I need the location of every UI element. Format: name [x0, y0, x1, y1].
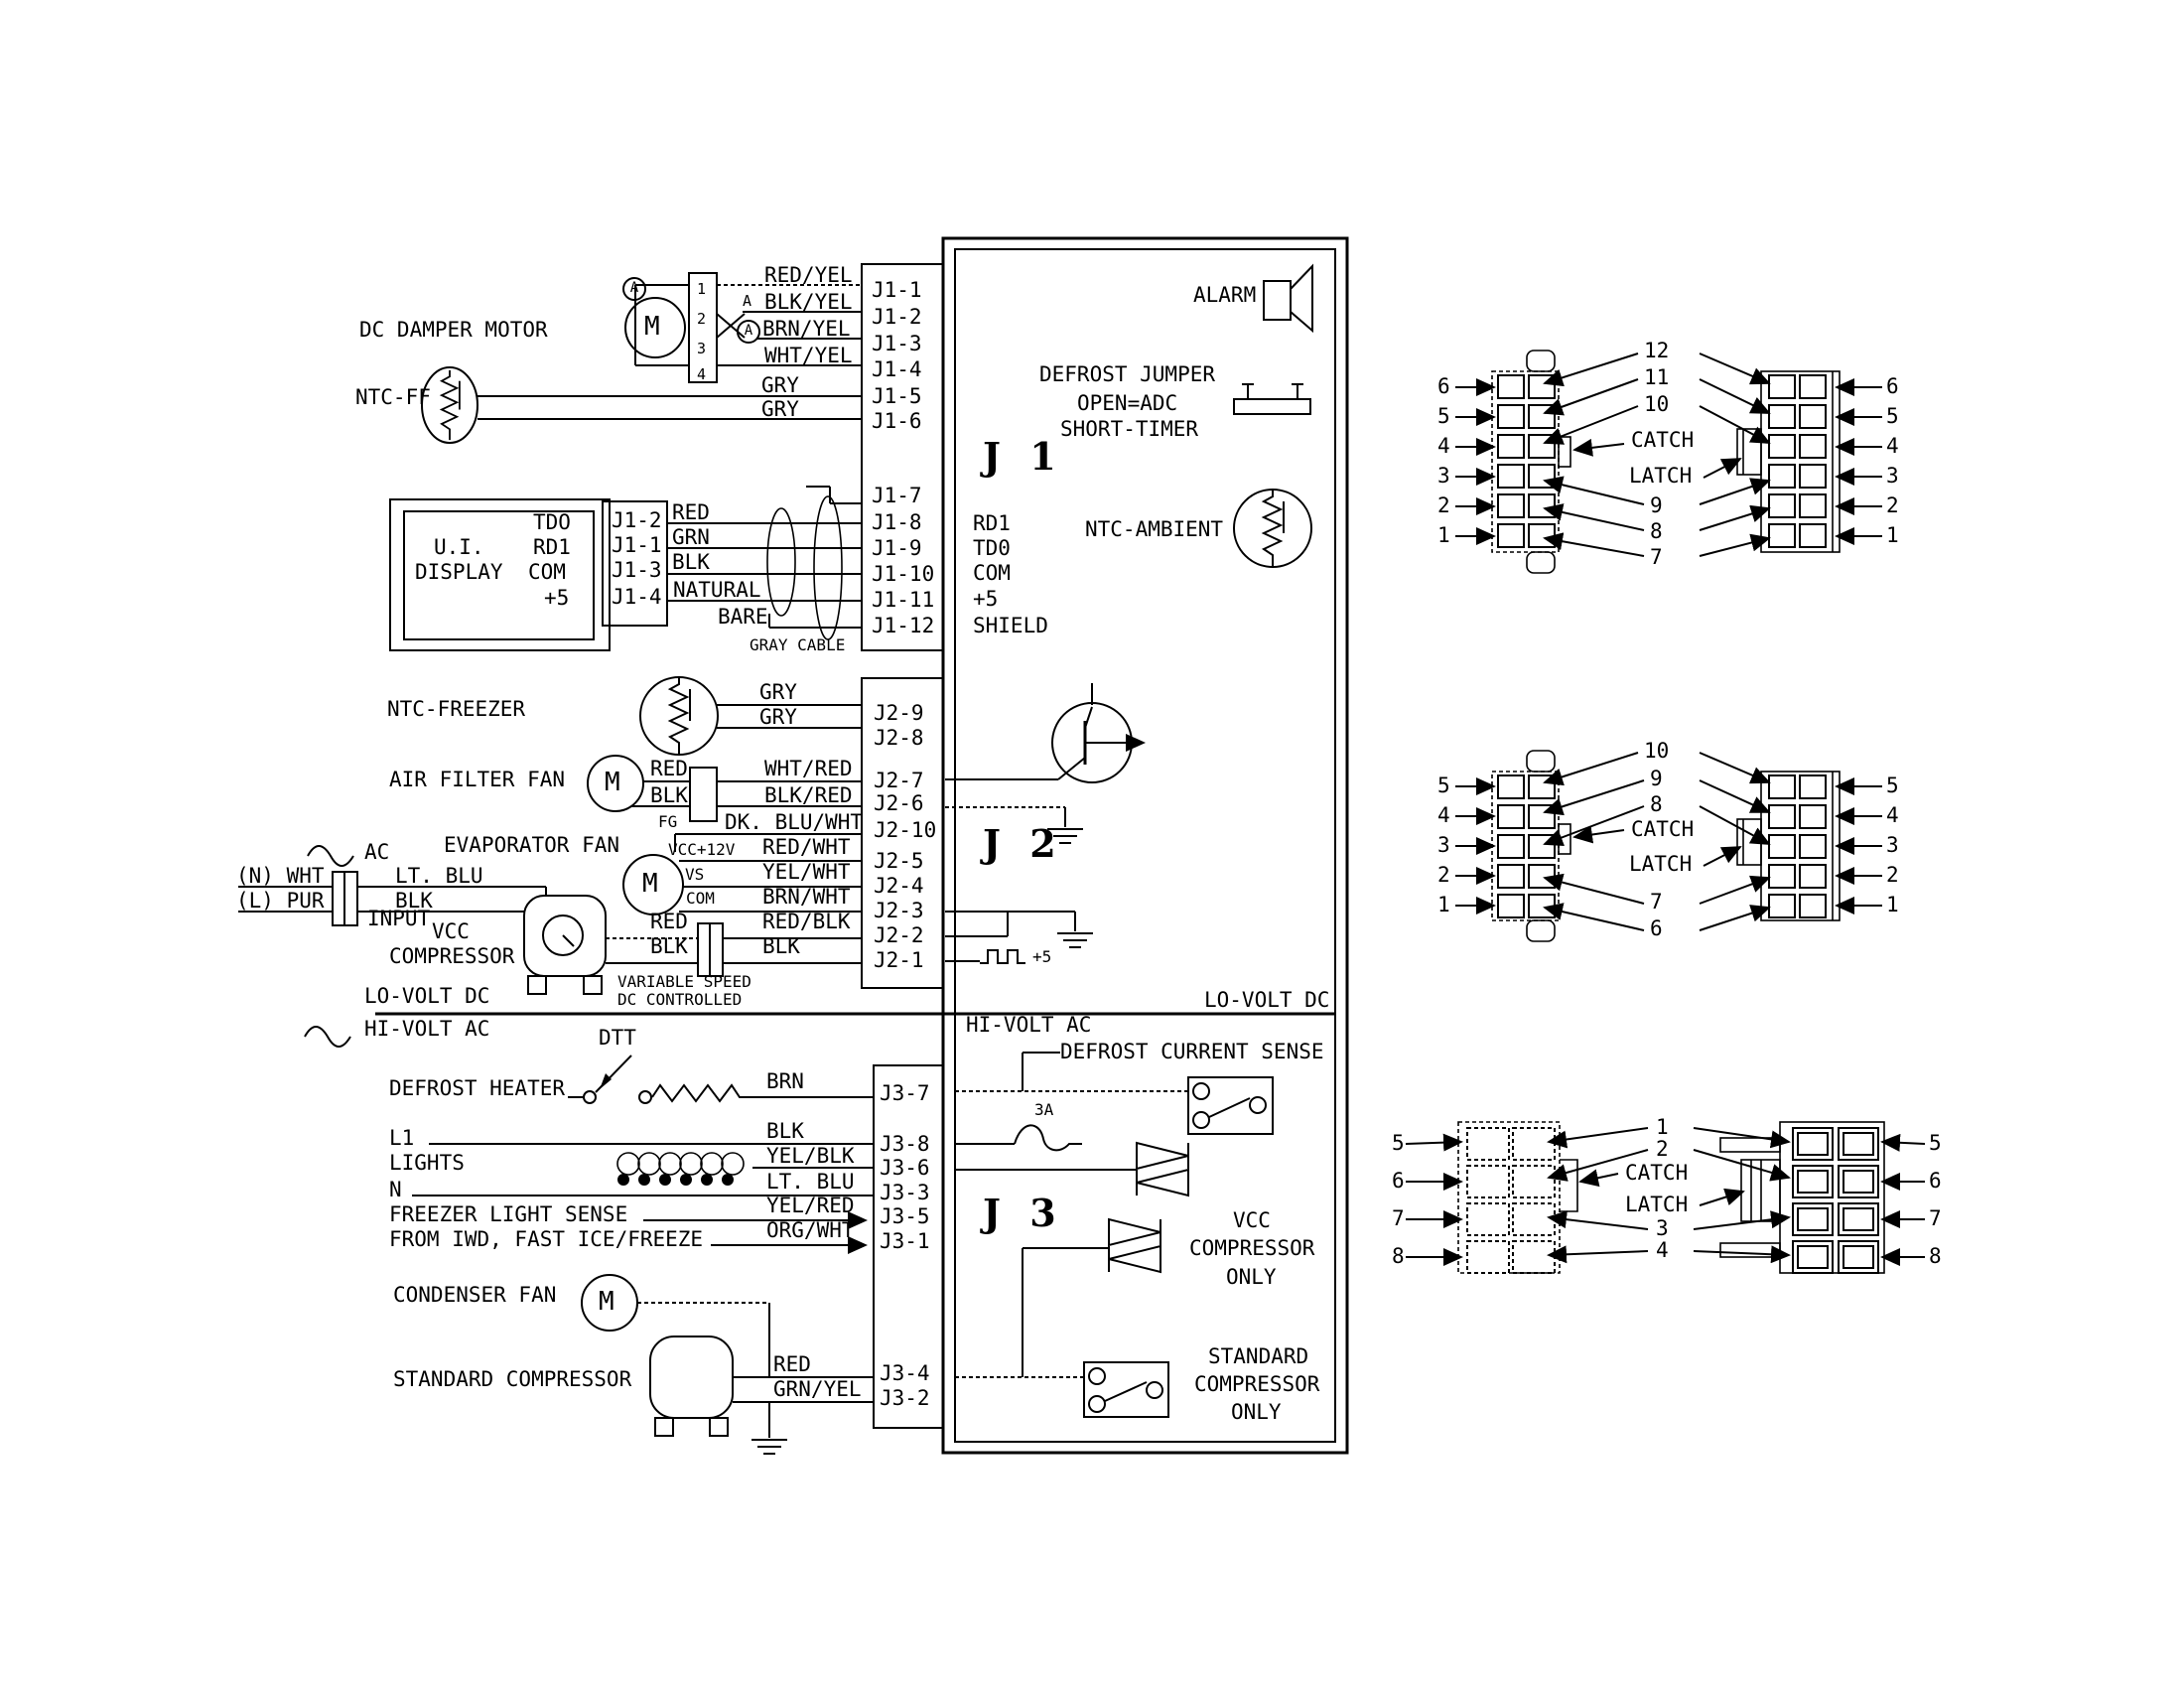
latch-label: LATCH [1629, 852, 1693, 876]
condenser-fan-m: M [599, 1287, 614, 1317]
conn10-mid-pin: 10 [1644, 739, 1670, 763]
conn12-right-pin: 2 [1886, 493, 1899, 517]
fuse-rating-label: 3A [1034, 1100, 1054, 1119]
input-label: INPUT [367, 907, 431, 930]
evaporator-fan-label: EVAPORATOR FAN [444, 833, 620, 857]
wire-label: GRN/YEL [773, 1377, 862, 1401]
ui-conn-pin: J1-3 [612, 558, 662, 582]
board-signal: SHIELD [973, 614, 1048, 637]
wire-label: BARE [718, 605, 768, 629]
vcc-compressor-label: COMPRESSOR [389, 944, 515, 968]
j2-pin: J2-6 [874, 791, 924, 815]
vcc-only-note: ONLY [1226, 1265, 1277, 1289]
wire-label: BLK/YEL [764, 290, 853, 314]
j1-pin: J1-9 [872, 536, 922, 560]
conn12-left-pin: 3 [1437, 464, 1450, 488]
evap-terminal: COM [686, 889, 715, 908]
j3-board-label: J 3 [983, 1191, 1064, 1235]
conn8-left-pin: 8 [1392, 1244, 1405, 1268]
wire-label: GRY [759, 705, 797, 729]
conn12-left-pin: 1 [1437, 523, 1450, 547]
a-circle-icon: A [737, 320, 760, 344]
std-only-note: STANDARD [1208, 1344, 1309, 1368]
catch-label: CATCH [1631, 817, 1695, 841]
conn12-right-pin: 1 [1886, 523, 1899, 547]
conn12-mid-pin: 9 [1650, 493, 1663, 517]
damper-motor-m: M [644, 312, 660, 342]
conn12-left-pin: 6 [1437, 374, 1450, 398]
conn12-mid-pin: 11 [1644, 365, 1670, 389]
conn12-right-pin: 6 [1886, 374, 1899, 398]
wire-label: YEL/WHT [762, 860, 851, 884]
latch-label: LATCH [1629, 464, 1693, 488]
wire-label: BRN/YEL [762, 317, 851, 341]
conn10-right-pin: 2 [1886, 863, 1899, 887]
conn10-right-pin: 5 [1886, 774, 1899, 797]
vcc-only-note: COMPRESSOR [1189, 1236, 1315, 1260]
j1-pin: J1-5 [872, 384, 922, 408]
damper-motor-label: DC DAMPER MOTOR [359, 318, 548, 342]
hi-volt-label: HI-VOLT AC [966, 1013, 1092, 1037]
conn12-left-pin: 2 [1437, 493, 1450, 517]
wire-label: GRN [672, 525, 710, 549]
lights-label: LIGHTS [389, 1151, 465, 1175]
conn12-mid-pin: 12 [1644, 339, 1670, 362]
conn12-right-pin: 3 [1886, 464, 1899, 488]
damper-pin-3: 3 [697, 340, 707, 357]
wire-label: NATURAL [673, 578, 761, 602]
wire-label: BLK/RED [764, 783, 853, 807]
std-only-note: ONLY [1231, 1400, 1282, 1424]
conn10-left-pin: 1 [1437, 893, 1450, 916]
j1-pin: J1-3 [872, 332, 922, 355]
conn12-mid-pin: 10 [1644, 392, 1670, 416]
ntc-freezer-symbol [640, 677, 862, 755]
triac-icon [1137, 1143, 1188, 1196]
conn8-left-pin: 6 [1392, 1169, 1405, 1193]
wire-label: RED [773, 1352, 811, 1376]
latch-label: LATCH [1625, 1193, 1689, 1216]
alarm-speaker-icon [1264, 266, 1312, 331]
conn10-right-pin: 3 [1886, 833, 1899, 857]
board-signal: COM [973, 561, 1011, 585]
wire-label: RED [650, 910, 688, 933]
board-signal: +5 [973, 587, 999, 611]
conn8-right-pin: 8 [1929, 1244, 1942, 1268]
wire-label: RED [650, 757, 688, 780]
evap-fan-m: M [642, 869, 658, 899]
wire-label: ORG/WHT [766, 1218, 855, 1242]
j1-pin: J1-1 [872, 278, 922, 302]
light-bulbs-icon [617, 1153, 744, 1186]
catch-label: CATCH [1625, 1161, 1689, 1185]
conn10-left-pin: 3 [1437, 833, 1450, 857]
connector-10pin-diagram [1455, 751, 1882, 941]
wire-label: RED/WHT [762, 835, 851, 859]
conn8-right-pin: 6 [1929, 1169, 1942, 1193]
plus5-label: +5 [1032, 947, 1052, 966]
n-label: N [389, 1178, 402, 1201]
wire-label: BLK [766, 1119, 804, 1143]
std-only-note: COMPRESSOR [1194, 1372, 1320, 1396]
ui-display-name: U.I. [434, 535, 484, 559]
ui-signal: TDO [533, 510, 571, 534]
j1-pin: J1-6 [872, 409, 922, 433]
board-signal: TD0 [973, 536, 1011, 560]
air-filter-fan-label: AIR FILTER FAN [389, 768, 566, 791]
ui-signal: +5 [544, 586, 570, 610]
conn10-mid-pin: 7 [1650, 890, 1663, 914]
wire-label: YEL/BLK [766, 1144, 855, 1168]
j2-pin: J2-8 [874, 726, 924, 750]
conn10-mid-pin: 9 [1650, 767, 1663, 790]
vcc-only-note: VCC [1233, 1208, 1271, 1232]
ac-neutral-label: (N) WHT [236, 864, 325, 888]
j3-pin: J3-6 [880, 1156, 930, 1180]
j1-pin: J1-7 [872, 484, 922, 507]
wire-label: LT. BLU [395, 864, 483, 888]
ui-conn-pin: J1-4 [612, 585, 662, 609]
lo-volt-label: LO-VOLT DC [364, 984, 490, 1008]
ntc-ambient-label: NTC-AMBIENT [1085, 517, 1224, 541]
conn8-mid-pin: 2 [1656, 1137, 1669, 1161]
j2-pin: J2-9 [874, 701, 924, 725]
wire-label: BRN/WHT [762, 885, 851, 909]
j3-pin: J3-4 [880, 1361, 930, 1385]
conn8-mid-pin: 3 [1656, 1216, 1669, 1240]
conn12-right-pin: 5 [1886, 404, 1899, 428]
condenser-fan-label: CONDENSER FAN [393, 1283, 557, 1307]
j2-pin: J2-3 [874, 899, 924, 922]
dtt-label: DTT [599, 1026, 636, 1050]
wire-label: YEL/RED [766, 1194, 855, 1217]
conn8-mid-pin: 4 [1656, 1238, 1669, 1262]
evap-terminal: VS [685, 865, 705, 884]
ntc-freezer-label: NTC-FREEZER [387, 697, 526, 721]
defrost-heater-label: DEFROST HEATER [389, 1076, 566, 1100]
conn10-right-pin: 1 [1886, 893, 1899, 916]
ui-signal: COM [528, 560, 566, 584]
j1-pin: J1-12 [872, 614, 935, 637]
wire-label: RED/YEL [764, 263, 853, 287]
gray-cable-label: GRAY CABLE [750, 635, 846, 654]
alarm-label: ALARM [1193, 283, 1257, 307]
wire-label: DK. BLU/WHT [725, 810, 864, 834]
damper-pin-1: 1 [697, 280, 707, 298]
j2-pin: J2-2 [874, 923, 924, 947]
j3-pin: J3-7 [880, 1081, 930, 1105]
standard-compressor-label: STANDARD COMPRESSOR [393, 1367, 632, 1391]
j1-pin: J1-4 [872, 357, 922, 381]
j2-pin: J2-1 [874, 948, 924, 972]
j2-pin: J2-10 [874, 818, 937, 842]
conn10-left-pin: 2 [1437, 863, 1450, 887]
wire-label: BLK [762, 934, 800, 958]
wire-label: BLK [395, 889, 433, 913]
j2-pin: J2-4 [874, 874, 924, 898]
defrost-jumper-icon [1234, 384, 1310, 414]
conn8-left-pin: 7 [1392, 1206, 1405, 1230]
conn12-mid-pin: 7 [1650, 545, 1663, 569]
defrost-current-sense-label: DEFROST CURRENT SENSE [1060, 1040, 1324, 1063]
l1-label: L1 [389, 1126, 415, 1150]
j1-pin: J1-11 [872, 588, 935, 612]
wire-label: RED [672, 500, 710, 524]
lo-volt-label: LO-VOLT DC [1204, 988, 1330, 1012]
j2-board-label: J 2 [983, 821, 1064, 866]
j3-pin: J3-5 [880, 1204, 930, 1228]
ac-label: AC [364, 840, 390, 864]
conn12-right-pin: 4 [1886, 434, 1899, 458]
wire-label: BLK [672, 550, 710, 574]
conn8-left-pin: 5 [1392, 1131, 1405, 1155]
wire-label: GRY [761, 373, 799, 397]
air-filter-fan-m: M [605, 768, 620, 797]
j1-pin: J1-8 [872, 510, 922, 534]
j1-board-label: J 1 [983, 434, 1064, 479]
wire-label: BRN [766, 1069, 804, 1093]
conn10-mid-pin: 6 [1650, 916, 1663, 940]
jumper-note: DEFROST JUMPER [1039, 362, 1216, 386]
damper-pin-4: 4 [697, 365, 707, 383]
ui-display-name: DISPLAY [415, 560, 503, 584]
conn10-left-pin: 5 [1437, 774, 1450, 797]
j2-pin: J2-7 [874, 769, 924, 792]
wire-label: GRY [761, 397, 799, 421]
evap-terminal: FG [658, 812, 678, 831]
defrost-heater-circuit [568, 1055, 874, 1103]
conn12-mid-pin: 8 [1650, 519, 1663, 543]
conn10-left-pin: 4 [1437, 803, 1450, 827]
vcc-compressor-label: VCC [432, 919, 470, 943]
wire-label: WHT/RED [764, 757, 853, 780]
freezer-light-sense-label: FREEZER LIGHT SENSE [389, 1202, 628, 1226]
ntc-ff-label: NTC-FF [355, 385, 431, 409]
evap-terminal: VCC+12V [668, 840, 736, 859]
ac-line-label: (L) PUR [236, 889, 325, 913]
jumper-note: OPEN=ADC [1077, 391, 1178, 415]
ui-signal: RD1 [533, 535, 571, 559]
conn10-right-pin: 4 [1886, 803, 1899, 827]
wire-label: GRY [759, 680, 797, 704]
a-circle-icon: A [622, 277, 646, 301]
conn10-mid-pin: 8 [1650, 792, 1663, 816]
conn12-left-pin: 5 [1437, 404, 1450, 428]
iwd-label: FROM IWD, FAST ICE/FREEZE [389, 1227, 704, 1251]
j1-pin: J1-10 [872, 562, 935, 586]
conn8-right-pin: 7 [1929, 1206, 1942, 1230]
j1-pin: J1-2 [872, 305, 922, 329]
jumper-note: SHORT-TIMER [1060, 417, 1199, 441]
wire-label: WHT/YEL [764, 344, 853, 367]
hi-volt-label: HI-VOLT AC [364, 1017, 490, 1041]
ui-conn-pin: J1-1 [612, 533, 662, 557]
conn12-left-pin: 4 [1437, 434, 1450, 458]
damper-pin-2: 2 [697, 310, 707, 328]
ui-conn-pin: J1-2 [612, 508, 662, 532]
j3-pin: J3-2 [880, 1386, 930, 1410]
j2-pin: J2-5 [874, 849, 924, 873]
j3-pin: J3-3 [880, 1181, 930, 1204]
j3-pin: J3-8 [880, 1132, 930, 1156]
wire-label: BLK [650, 783, 688, 807]
catch-label: CATCH [1631, 428, 1695, 452]
conn8-mid-pin: 1 [1656, 1115, 1669, 1139]
variable-speed-note: DC CONTROLLED [617, 990, 743, 1009]
a-plain-label: A [743, 292, 752, 310]
j3-pin: J3-1 [880, 1229, 930, 1253]
wire-label: LT. BLU [766, 1170, 855, 1194]
ntc-ambient-symbol [1234, 490, 1311, 567]
triac-icon [1109, 1219, 1160, 1272]
conn8-right-pin: 5 [1929, 1131, 1942, 1155]
variable-speed-note: VARIABLE SPEED [617, 972, 751, 991]
wire-label: RED/BLK [762, 910, 851, 933]
wire-label: BLK [650, 934, 688, 958]
board-signal: RD1 [973, 511, 1011, 535]
